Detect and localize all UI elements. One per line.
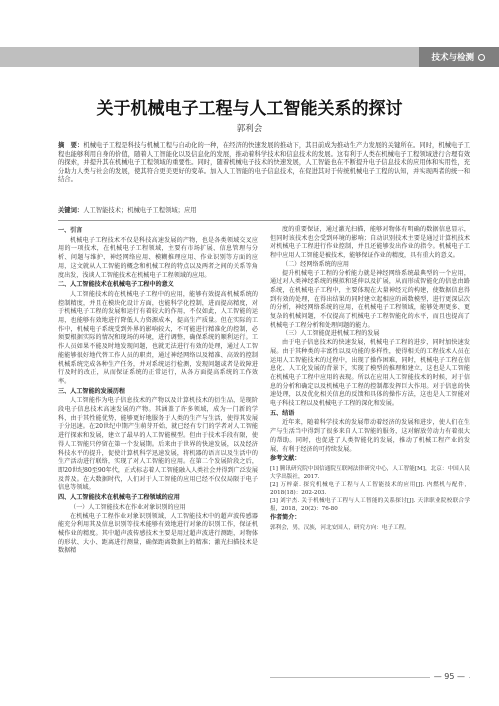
abstract-label: 摘 要： [58, 142, 84, 149]
section-heading: 二、人工智能技术在机械电子工程中的意义 [58, 281, 174, 289]
section-heading: 三、人工智能的发展历程 [58, 387, 126, 395]
section-tag [419, 47, 499, 67]
abstract-divider [58, 220, 470, 221]
abstract [58, 142, 470, 185]
abstract-text: 机械电子工程是科技与机械工程与自动化的一种，在经济的快速发展的推动下，其目前成为推动生产力发展的关键所在。同时，机械电子工程也能够利用自身的价值，随着人工智能化以及信息化的发展，推动着科学技术和信息技术的发展。这有利于人类在机械电子工程领域进行合理有效的探索，并提升其在机械电子工程领域的重要性。同时，随着机械电子技术的快速发展，人工智能也在不断提升电子信息技术的应用体和实用性，充分助力人类与社会的发展，使其符合更美更好的变革。加入人工智能的电子信息技术，在促进其对于传统机械电子工程的认知，并实现两者的统一和结合。 [58, 142, 471, 184]
reference-item: 郭利会，男，汉族，河北安国人，研究方向：电子工程。 [270, 524, 410, 531]
reference-item: [2] 万梓豪. 探究机械电子工程与人工智能技术的应用[J]. 内燃机与配件，2018(18)：202-203. [270, 481, 470, 496]
paragraph: （一）人工智能技术在作业对象识别的应用 [70, 503, 186, 511]
section-tag-label: 技术与检测 [431, 53, 474, 63]
article-author: 郭利会 [236, 124, 263, 134]
reference-item: [1] 腾讯研究院中国信通院互联网法律研究中心，人工智能[M]，北京：中国人民大学出版社，2017. [270, 465, 470, 480]
section-heading: 参考文献： [270, 455, 301, 463]
paragraph: 由于电子信息技术的快速发展，机械电子工程的进步，同时加快速发展。由于其种类的丰富性以及功能的多样性，使得相关的工程技术人员在运用人工智能技术的过程中，出现了操作困难，同时，机械电子工程在信息化、人工化发展的背景下，实现了模型的推理和建立，这也是人工智能在机械电子工程中应用的表现。所以在应用人工智能技术的时候，对于信息的分析和确定以及机械电子工程的控制都发挥巨大作用。对于信息的快速处理，以及优化相关信息的反馈和具体的操作方法，这也是人工智能对电子科技工程以及机械电子工程的深化和发展。 [270, 339, 470, 408]
keywords [58, 207, 470, 216]
paragraph: （二）经网络系统的应用 [282, 260, 350, 268]
paragraph: 提升机械电子工程的分析能力就是神经网络系统最典型的一个应用，通过对人类神经系统的模拟和延伸以及扩展，从而形成智能化的信息由路系统，在机械电子工程中，主要体现在大量神经元的构建，使数据信息得到有效的处理，在得出结果的同时建立起相应的函数模型，进行更深层次的分析，神经网络系统的应用，在机械电子工程领域，能够处理更多、更复杂的机械问题，不仅提高了机械电子工程智能化的水平，而且也提高了机械电子工程分析和处理问题的能力。 [270, 269, 470, 329]
left-column [58, 226, 258, 556]
section-heading: 五、结语 [270, 409, 295, 417]
section-heading: 作者简介： [270, 513, 301, 521]
reference-item: [3] 刘宇杰. 关于机械电子工程与人工智能的关系探讨[J]. 天津职业院校联合学报，2018，20(2)：76-80 [270, 497, 470, 512]
paragraph: 近年来，随着科学技术的发展带动着经济的发展和进步，使人们在生产与生活当中得到了很多来自人工智能的服务，这对解放劳动力有着很大的帮助。同时，也促进了人类智能化的发展，推动了机械工程产业的发展，有利于经济的可持续发展。 [270, 419, 470, 453]
page-number: — 95 — [430, 672, 469, 681]
section-heading: 四、人工智能技术在机械电子工程领域的应用 [58, 494, 180, 502]
section-heading: 一、引言 [58, 227, 83, 234]
right-column [270, 226, 470, 532]
paragraph: 人工智能作为电子信息技术的产物以及计算机技术的衍生品，是现阶段电子信息技术高速发展的产物。其涵盖了许多领域，成为一门新的学科，由于其性能优势，能够更好地服务于人类的生产与生活，使得其发展于分迅速。在20世纪中期产生萌芽开始，就已经有专门的学者对人工智能进行探索和发展，建立了最早的人工智能模型。但由于技术手段有限，使得人工智能只停留在第一个发展期。后来由于世界的快速发展，以及经济科技水平的提升，促使计算机科学迅速发展，将机器的语言以及生活中的生产活动进行联络，实现了对人工智能的应用。在第二个发展阶段之后，即20世纪80至90年代，正式标志着人工智能融入人类社会并得到广泛发展及普及。在大数据时代，人们对于人工智能的应用已经不仅仅局限于电子信息等领域。 [58, 397, 258, 492]
paragraph: （三）人工智能促进机械工程的发展 [282, 330, 380, 338]
article-title: 关于机械电子工程与人工智能关系的探讨 [96, 99, 403, 119]
keywords-label: 关键词： [58, 207, 84, 214]
paragraph: 在机械电子工程作业对象识别领域，人工智能技术中的超声波传感器能充分利用其及信息识别等技术能够有效地进行对象的识别工作，保证机械作业的精度。其中超声波传感技术主要是用过超声波进行测距，对物体的形状、大小、距离进行测量，确保距离数据上的精准；激光扫描技术是数据精 [58, 512, 258, 555]
keywords-text: 人工智能技术；机械电子工程领域；应用 [83, 207, 197, 214]
paragraph: 人工智能技术的在机械电子工程中的应用，能够有效提高机械系统的控制精度，并且在模块化设计方面，也能科学化控制，进而提高精度，对于机械电子工程的发展和运行有着较大的作用，不仅如此，人工智能的运用，也能够有效地进行降低人力资源成本，提高生产质量。但在实际的工作中，机械电子系统受到外界的影响较大，不可能进行精准化的控制，必须要根据实际的情况和现场的环境，进行调整，确保系统的顺利运行。工作人员如果不能及时地发现问题，也就无法进行有效的处理，通过人工智能能够很好地代替工作人员的职责，通过神经网络以及精准、高效的控制机械系统完成各种生产任务，并对系统运行检测，发现问题或者是故障进行及时的改正，从而保证系统的正常运行，从各方面提高系统的工作效率。 [58, 290, 258, 385]
paragraph: 机械电子工程技术不仅是科技高速发展的产物，也是各类领域交叉应用的一项技术，在机械电子工程领域，主要有市场扩展、信息管理与分析、问题与维护、神经网络应用、模糊推理应用、作业识别等方面的应用，这文就从人工智能的概念和机械工程的特点以及两者之间的关系等角度出发，浅谈人工智能技术在机械电子工程领域的应用。 [58, 236, 258, 279]
circle-icon [478, 54, 485, 61]
paragraph: 度的重要保证，通过激光扫描，能够对物体有明确的数据信息显示，但同时该技术也会受到环境的影响；自动识别技术主要是通过计算机技术对机械电子工程进行作业控制，并且还能够发出作业的指令。机械电子工程中应用人工智能是被技术，能够保证作业的精度，具有重大的意义。 [270, 226, 470, 260]
